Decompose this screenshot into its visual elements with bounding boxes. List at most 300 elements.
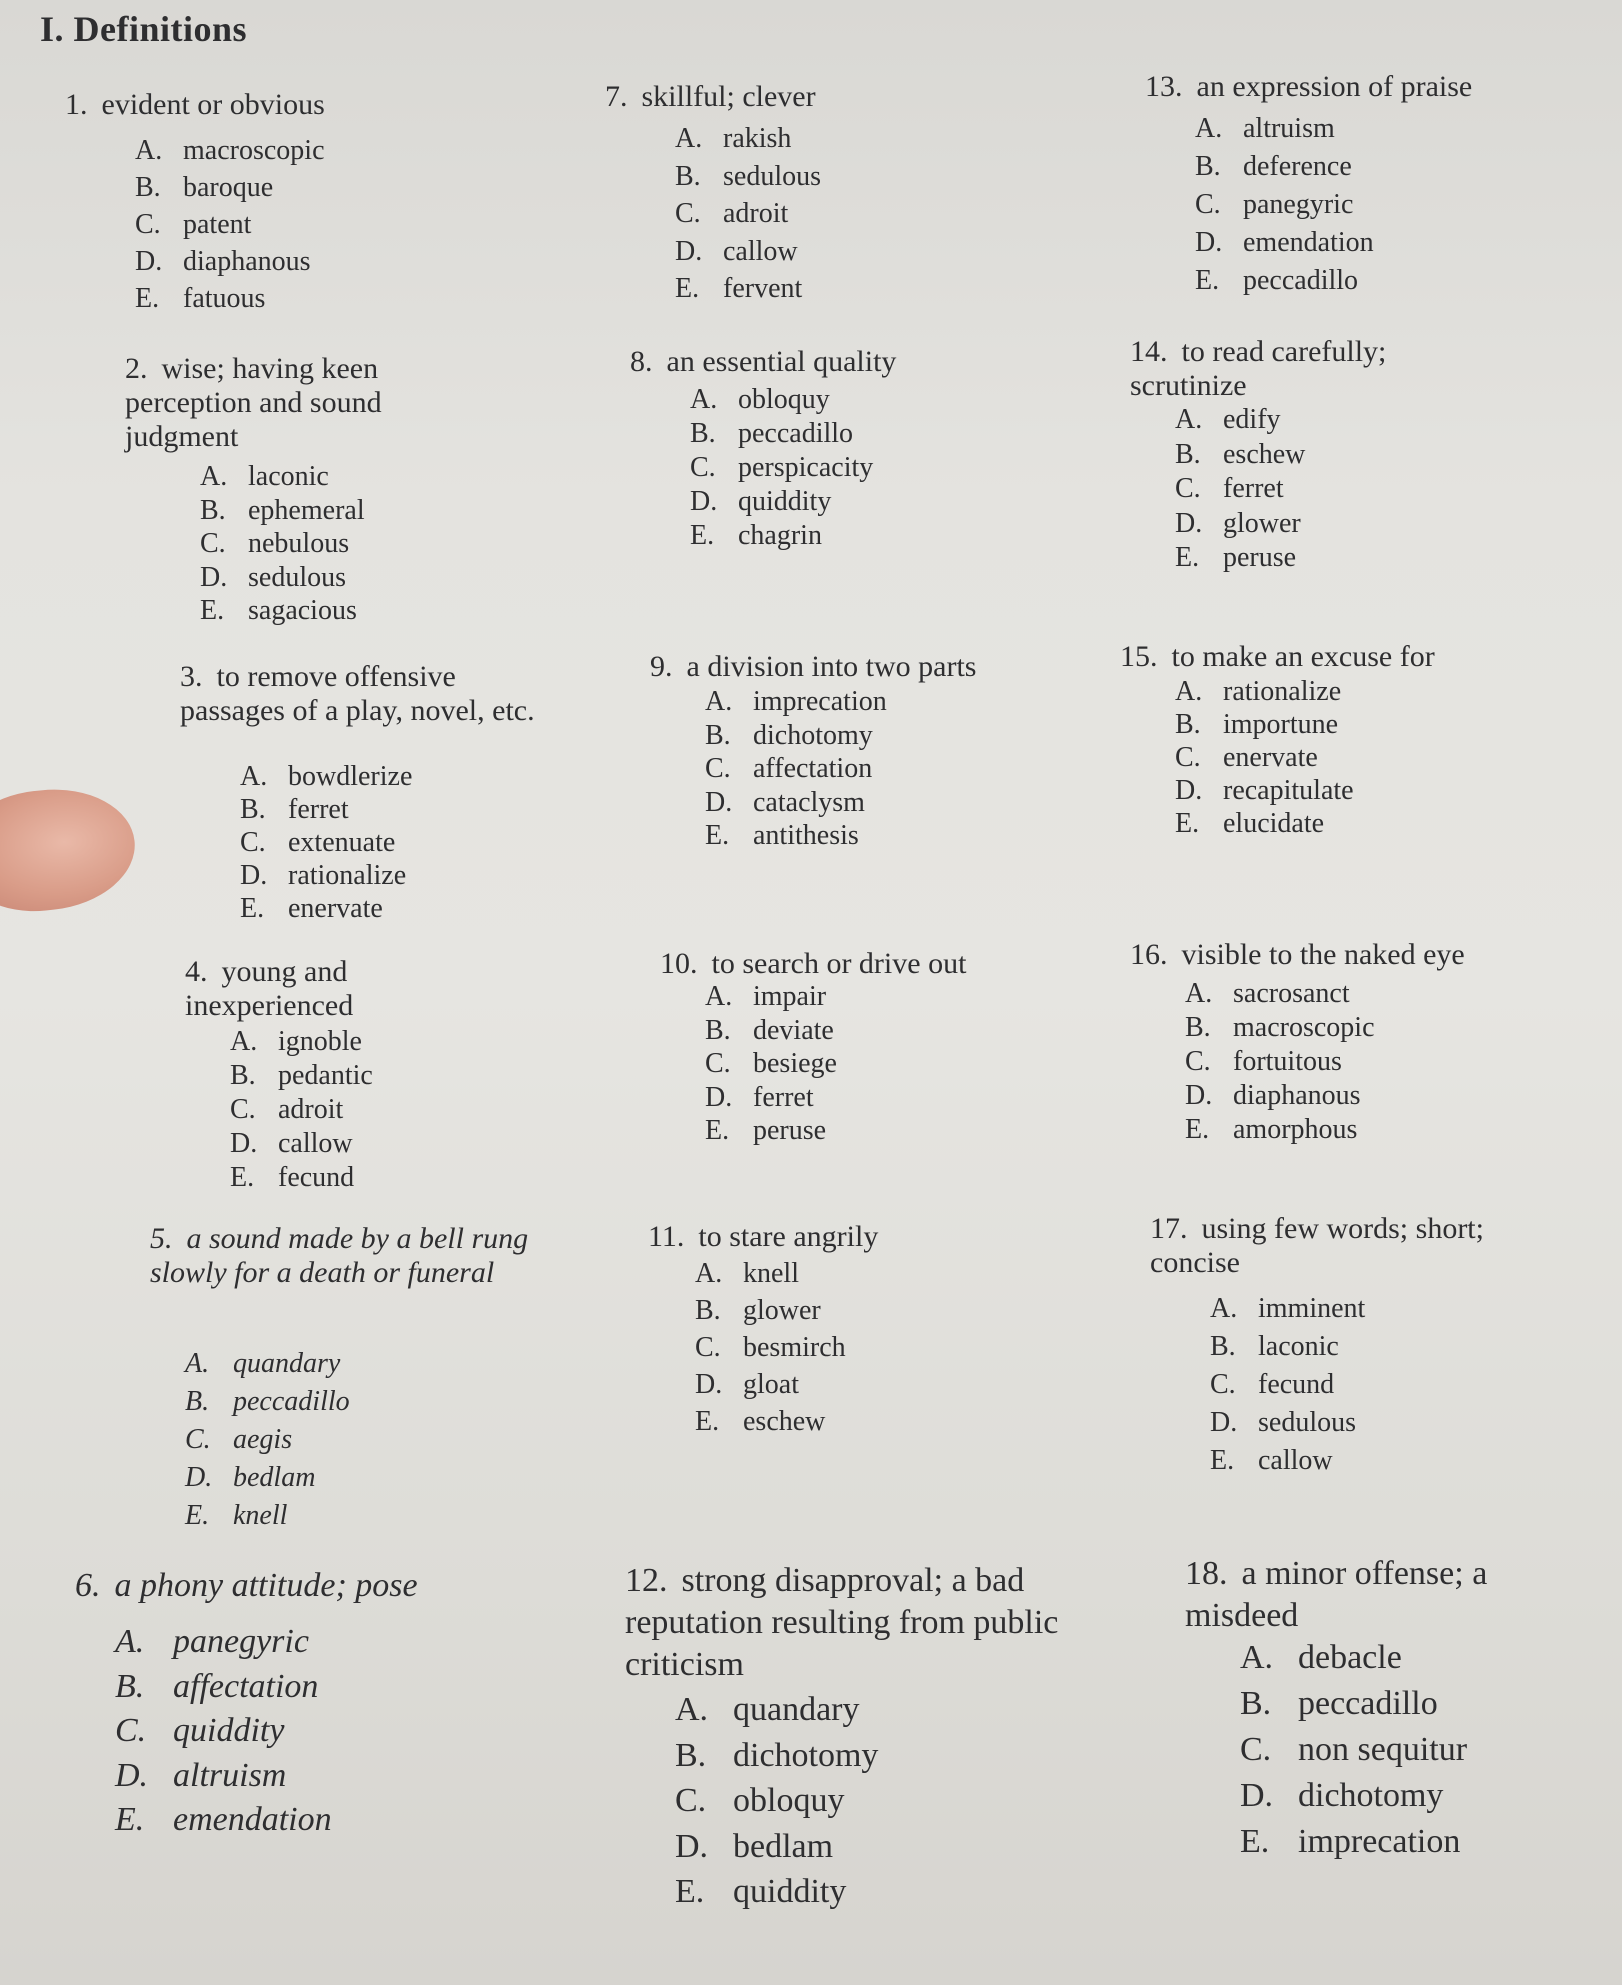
question-number: 10. (660, 947, 698, 980)
question-number: 1. (65, 88, 88, 121)
question-stem (75, 1565, 495, 1607)
question-stem (648, 1220, 988, 1254)
answer-option[interactable] (705, 719, 887, 753)
option-letter: C. (1195, 189, 1221, 220)
option-word: amorphous (1233, 1114, 1358, 1145)
option-letter: B. (695, 1295, 721, 1326)
answer-option[interactable] (690, 485, 873, 519)
answer-option[interactable] (1195, 224, 1374, 262)
answer-option[interactable] (185, 1383, 350, 1421)
answer-options (1175, 675, 1354, 840)
option-letter: D. (690, 486, 718, 517)
answer-option[interactable] (1185, 1045, 1375, 1079)
option-letter: E. (240, 893, 265, 924)
option-word: obloquy (738, 384, 830, 415)
answer-options (705, 980, 837, 1148)
answer-option[interactable] (1195, 186, 1374, 224)
answer-options (185, 1345, 350, 1535)
answer-option[interactable] (115, 1798, 332, 1843)
option-letter: E. (115, 1801, 145, 1838)
option-word: extenuate (288, 827, 396, 858)
option-word: sagacious (248, 595, 357, 626)
answer-option[interactable] (1185, 1079, 1375, 1113)
answer-option[interactable] (675, 270, 821, 308)
question-stem (185, 955, 485, 1023)
option-word: rationalize (288, 860, 407, 891)
option-letter: C. (230, 1094, 256, 1125)
option-word: aegis (233, 1424, 293, 1455)
answer-option[interactable] (695, 1366, 846, 1403)
question-number: 5. (150, 1222, 173, 1255)
answer-option[interactable] (690, 417, 873, 451)
option-word: pedantic (278, 1060, 373, 1091)
question-number: 6. (75, 1567, 101, 1604)
answer-option[interactable] (675, 233, 821, 271)
answer-option[interactable] (1185, 1113, 1375, 1147)
option-letter: D. (135, 246, 163, 277)
answer-option[interactable] (240, 760, 412, 793)
answer-option[interactable] (1175, 541, 1305, 576)
question-stem (1130, 335, 1470, 403)
answer-options (1195, 110, 1374, 300)
option-word: importune (1223, 709, 1339, 740)
option-letter: E. (1185, 1114, 1210, 1145)
answer-option[interactable] (675, 1733, 878, 1779)
answer-option[interactable] (240, 793, 412, 826)
question-stem (650, 650, 1030, 684)
answer-option[interactable] (705, 1081, 837, 1115)
answer-option[interactable] (115, 1620, 332, 1665)
option-word: ephemeral (248, 494, 365, 526)
question-stem (125, 352, 485, 454)
answer-option[interactable] (705, 685, 887, 719)
question-text: to remove offensive passages of a play, novel, etc. (180, 660, 535, 727)
option-word: sedulous (723, 160, 821, 192)
option-word: quiddity (738, 486, 832, 517)
option-word: imprecation (753, 686, 887, 717)
answer-option[interactable] (695, 1255, 846, 1292)
answer-option[interactable] (185, 1497, 350, 1535)
answer-option[interactable] (1210, 1366, 1365, 1404)
question-4 (185, 955, 485, 1193)
option-letter: A. (230, 1026, 258, 1057)
answer-option[interactable] (1240, 1819, 1467, 1865)
option-word: emendation (173, 1801, 332, 1838)
option-word: altruism (1243, 113, 1335, 144)
option-word: eschew (1223, 438, 1306, 470)
option-letter: A. (675, 1691, 709, 1728)
answer-option[interactable] (240, 859, 412, 892)
answer-option[interactable] (675, 1824, 878, 1870)
answer-option[interactable] (1195, 262, 1374, 300)
option-letter: E. (690, 520, 715, 551)
answer-option[interactable] (1175, 403, 1305, 438)
option-letter: E. (705, 1115, 730, 1146)
answer-option[interactable] (690, 383, 873, 417)
answer-option[interactable] (185, 1459, 350, 1497)
question-text: to stare angrily (698, 1220, 879, 1253)
question-11 (648, 1220, 988, 1437)
option-letter: C. (240, 827, 266, 858)
question-number: 8. (630, 345, 653, 378)
answer-option[interactable] (135, 280, 325, 317)
option-letter: A. (200, 461, 228, 492)
option-word: sedulous (248, 561, 346, 593)
question-9 (650, 650, 1030, 851)
option-letter: E. (1195, 265, 1220, 296)
question-stem (660, 947, 1020, 981)
option-letter: B. (230, 1060, 256, 1091)
option-word: peccadillo (233, 1386, 350, 1417)
answer-option[interactable] (135, 243, 325, 280)
option-letter: C. (695, 1332, 721, 1363)
option-word: baroque (183, 172, 274, 203)
option-letter: E. (705, 820, 730, 851)
question-number: 4. (185, 955, 208, 988)
answer-options (690, 383, 873, 553)
answer-option[interactable] (1210, 1290, 1365, 1328)
question-number: 9. (650, 650, 673, 683)
answer-options (115, 1620, 332, 1843)
answer-option[interactable] (1210, 1404, 1365, 1442)
option-letter: B. (690, 418, 716, 449)
option-word: peccadillo (738, 418, 854, 449)
question-7 (605, 80, 945, 304)
option-letter: D. (185, 1462, 213, 1493)
option-letter: B. (1240, 1685, 1272, 1722)
question-number: 12. (625, 1562, 668, 1599)
question-stem (625, 1560, 1065, 1686)
question-12 (625, 1560, 1065, 1910)
option-word: bedlam (733, 1827, 834, 1865)
option-word: laconic (248, 461, 329, 492)
answer-option[interactable] (1185, 1011, 1375, 1045)
answer-option[interactable] (240, 892, 412, 925)
option-letter: C. (1175, 742, 1201, 773)
option-letter: B. (115, 1667, 145, 1705)
answer-option[interactable] (705, 1114, 837, 1148)
answer-option[interactable] (1240, 1681, 1467, 1727)
answer-options (675, 120, 821, 308)
option-letter: B. (675, 1736, 707, 1774)
option-letter: D. (675, 235, 703, 267)
option-letter: D. (1240, 1777, 1274, 1814)
option-letter: B. (240, 794, 266, 825)
answer-options (675, 1687, 878, 1915)
option-letter: D. (200, 561, 228, 593)
finger-at-edge (0, 781, 141, 919)
answer-option[interactable] (230, 1127, 373, 1161)
option-word: debacle (1298, 1639, 1402, 1676)
question-2 (125, 352, 485, 626)
option-word: diaphanous (183, 246, 311, 277)
answer-option[interactable] (1175, 675, 1354, 708)
option-word: eschew (743, 1406, 826, 1437)
answer-option[interactable] (695, 1329, 846, 1366)
question-text: an essential quality (666, 345, 897, 378)
answer-option[interactable] (135, 132, 325, 169)
option-word: deviate (753, 1014, 834, 1046)
answer-option[interactable] (1195, 110, 1374, 148)
answer-option[interactable] (240, 826, 412, 859)
answer-option[interactable] (1210, 1328, 1365, 1366)
question-text: visible to the naked eye (1181, 938, 1465, 971)
question-number: 16. (1130, 938, 1168, 971)
option-letter: A. (1195, 113, 1223, 144)
option-word: bedlam (233, 1462, 316, 1493)
answer-option[interactable] (1175, 807, 1354, 840)
option-letter: E. (1240, 1823, 1270, 1860)
question-text: a phony attitude; pose (114, 1567, 418, 1604)
option-letter: C. (200, 528, 226, 559)
answer-option[interactable] (1240, 1773, 1467, 1819)
answer-option[interactable] (675, 158, 821, 196)
option-letter: B. (1175, 709, 1201, 740)
option-letter: D. (695, 1369, 723, 1400)
answer-option[interactable] (185, 1345, 350, 1383)
option-word: peccadillo (1243, 265, 1359, 296)
answer-option[interactable] (1175, 741, 1354, 774)
question-number: 13. (1145, 70, 1183, 103)
option-letter: D. (675, 1827, 709, 1865)
option-word: fatuous (183, 283, 266, 314)
answer-option[interactable] (230, 1059, 373, 1093)
answer-option[interactable] (1175, 438, 1305, 473)
answer-option[interactable] (1175, 708, 1354, 741)
option-word: callow (1258, 1445, 1333, 1476)
answer-option[interactable] (705, 1047, 837, 1081)
answer-option[interactable] (230, 1093, 373, 1127)
question-6 (75, 1565, 495, 1838)
option-letter: C. (1175, 473, 1201, 504)
answer-option[interactable] (675, 1687, 878, 1733)
answer-option[interactable] (675, 1869, 878, 1915)
option-letter: C. (115, 1712, 147, 1749)
option-letter: A. (675, 123, 703, 154)
option-word: edify (1223, 404, 1281, 435)
answer-option[interactable] (230, 1161, 373, 1195)
answer-option[interactable] (135, 169, 325, 206)
answer-options (1240, 1635, 1467, 1865)
question-stem (630, 345, 970, 379)
option-word: fervent (723, 273, 803, 304)
option-word: sacrosanct (1233, 978, 1350, 1009)
option-letter: D. (1185, 1080, 1213, 1111)
answer-options (240, 760, 412, 925)
question-number: 7. (605, 80, 628, 113)
answer-option[interactable] (705, 980, 837, 1014)
answer-option[interactable] (115, 1754, 332, 1799)
question-stem (1145, 70, 1545, 104)
option-letter: C. (675, 198, 701, 229)
option-word: knell (233, 1500, 288, 1531)
answer-option[interactable] (675, 1778, 878, 1824)
answer-option[interactable] (690, 451, 873, 485)
answer-option[interactable] (705, 786, 887, 820)
option-word: non sequitur (1298, 1731, 1468, 1768)
answer-option[interactable] (1175, 472, 1305, 507)
option-word: callow (723, 235, 798, 267)
option-letter: D. (1175, 507, 1203, 539)
question-10 (660, 947, 1020, 1146)
option-word: macroscopic (183, 135, 325, 166)
option-letter: B. (1210, 1331, 1236, 1362)
option-word: fecund (1258, 1369, 1335, 1400)
option-letter: D. (1195, 227, 1223, 258)
option-word: emendation (1243, 227, 1374, 258)
option-word: patent (183, 209, 252, 240)
option-word: dichotomy (753, 719, 873, 751)
answer-option[interactable] (200, 460, 365, 494)
answer-option[interactable] (675, 120, 821, 158)
option-word: sedulous (1258, 1407, 1356, 1438)
question-text: young and inexperienced (185, 955, 354, 1022)
question-stem (1130, 938, 1510, 972)
option-word: ignoble (278, 1026, 362, 1057)
answer-option[interactable] (200, 561, 365, 595)
option-word: fortuitous (1233, 1046, 1342, 1077)
question-stem (180, 660, 560, 728)
answer-option[interactable] (705, 752, 887, 786)
question-13 (1145, 70, 1545, 296)
answer-option[interactable] (1185, 977, 1375, 1011)
option-word: panegyric (1243, 189, 1354, 220)
option-word: peruse (753, 1115, 827, 1146)
option-letter: C. (675, 1782, 707, 1819)
option-word: laconic (1258, 1331, 1339, 1362)
option-word: peccadillo (1298, 1685, 1438, 1722)
option-word: deference (1243, 151, 1352, 182)
option-word: enervate (288, 893, 383, 924)
answer-option[interactable] (690, 519, 873, 553)
option-word: quiddity (173, 1712, 285, 1749)
option-letter: E. (200, 595, 225, 626)
question-text: to search or drive out (711, 947, 967, 980)
answer-option[interactable] (1240, 1635, 1467, 1681)
answer-options (1175, 403, 1305, 576)
answer-option[interactable] (230, 1025, 373, 1059)
option-word: quandary (233, 1348, 341, 1379)
option-letter: D. (230, 1128, 258, 1159)
option-word: adroit (723, 198, 789, 229)
option-letter: C. (135, 209, 161, 240)
answer-option[interactable] (675, 195, 821, 233)
option-letter: B. (1185, 1012, 1211, 1043)
answer-option[interactable] (200, 494, 365, 528)
answer-option[interactable] (115, 1665, 332, 1710)
question-18 (1185, 1553, 1565, 1860)
option-letter: C. (690, 452, 716, 483)
option-letter: E. (135, 283, 160, 314)
answer-option[interactable] (185, 1421, 350, 1459)
answer-option[interactable] (1210, 1442, 1365, 1480)
question-number: 15. (1120, 640, 1158, 673)
option-letter: A. (135, 135, 163, 166)
answer-option[interactable] (135, 206, 325, 243)
answer-option[interactable] (705, 1014, 837, 1048)
answer-option[interactable] (695, 1403, 846, 1440)
question-text: skillful; clever (641, 80, 816, 113)
answer-option[interactable] (1175, 507, 1305, 542)
option-word: imminent (1258, 1293, 1366, 1324)
option-word: callow (278, 1128, 353, 1159)
question-17 (1150, 1212, 1540, 1476)
option-word: altruism (173, 1756, 287, 1794)
option-letter: C. (705, 753, 731, 784)
option-word: dichotomy (1298, 1777, 1444, 1814)
question-1 (65, 88, 445, 314)
option-word: enervate (1223, 742, 1318, 773)
answer-options (705, 685, 887, 853)
option-letter: B. (705, 1014, 731, 1046)
answer-option[interactable] (1195, 148, 1374, 186)
option-letter: E. (1175, 808, 1200, 839)
question-text: evident or obvious (101, 88, 325, 121)
answer-options (695, 1255, 846, 1440)
question-text: to read carefully; scrutinize (1130, 335, 1387, 402)
answer-options (1185, 977, 1375, 1147)
option-letter: B. (1195, 151, 1221, 182)
option-word: glower (1223, 507, 1301, 539)
option-letter: C. (1210, 1369, 1236, 1400)
option-word: dichotomy (733, 1736, 879, 1774)
question-number: 17. (1150, 1212, 1188, 1245)
option-word: affectation (753, 753, 873, 784)
question-number: 14. (1130, 335, 1168, 368)
option-word: cataclysm (753, 786, 865, 818)
option-word: recapitulate (1223, 775, 1354, 806)
option-letter: C. (185, 1424, 211, 1455)
option-letter: A. (1175, 404, 1203, 435)
answer-option[interactable] (200, 594, 365, 628)
option-letter: D. (1175, 775, 1203, 806)
option-word: antithesis (753, 820, 859, 851)
question-14 (1130, 335, 1470, 573)
option-letter: E. (675, 273, 700, 304)
option-word: ferret (288, 794, 349, 825)
answer-option[interactable] (115, 1709, 332, 1754)
section-title: I. Definitions (40, 9, 248, 49)
option-word: imprecation (1298, 1823, 1461, 1860)
option-letter: D. (705, 1081, 733, 1113)
option-letter: B. (200, 494, 226, 526)
answer-option[interactable] (1240, 1727, 1467, 1773)
answer-option[interactable] (200, 527, 365, 561)
question-number: 2. (125, 352, 148, 385)
answer-option[interactable] (705, 819, 887, 853)
option-word: elucidate (1223, 808, 1325, 839)
question-text: a sound made by a bell rung slowly for a death or funeral (150, 1222, 529, 1289)
option-word: rakish (723, 123, 792, 154)
option-word: besiege (753, 1048, 837, 1079)
option-word: gloat (743, 1369, 799, 1400)
option-word: quandary (733, 1691, 860, 1728)
option-word: macroscopic (1233, 1012, 1375, 1043)
question-stem (605, 80, 945, 114)
option-word: besmirch (743, 1332, 846, 1363)
question-16 (1130, 938, 1510, 1145)
answer-option[interactable] (695, 1292, 846, 1329)
option-letter: A. (705, 981, 733, 1012)
option-letter: A. (240, 761, 268, 792)
option-letter: D. (115, 1756, 149, 1794)
option-letter: A. (185, 1348, 210, 1379)
option-letter: B. (705, 719, 731, 751)
answer-options (200, 460, 365, 628)
answer-option[interactable] (1175, 774, 1354, 807)
option-word: quiddity (733, 1873, 847, 1910)
question-text: strong disapproval; a bad reputation resulting from public criticism (625, 1562, 1059, 1683)
